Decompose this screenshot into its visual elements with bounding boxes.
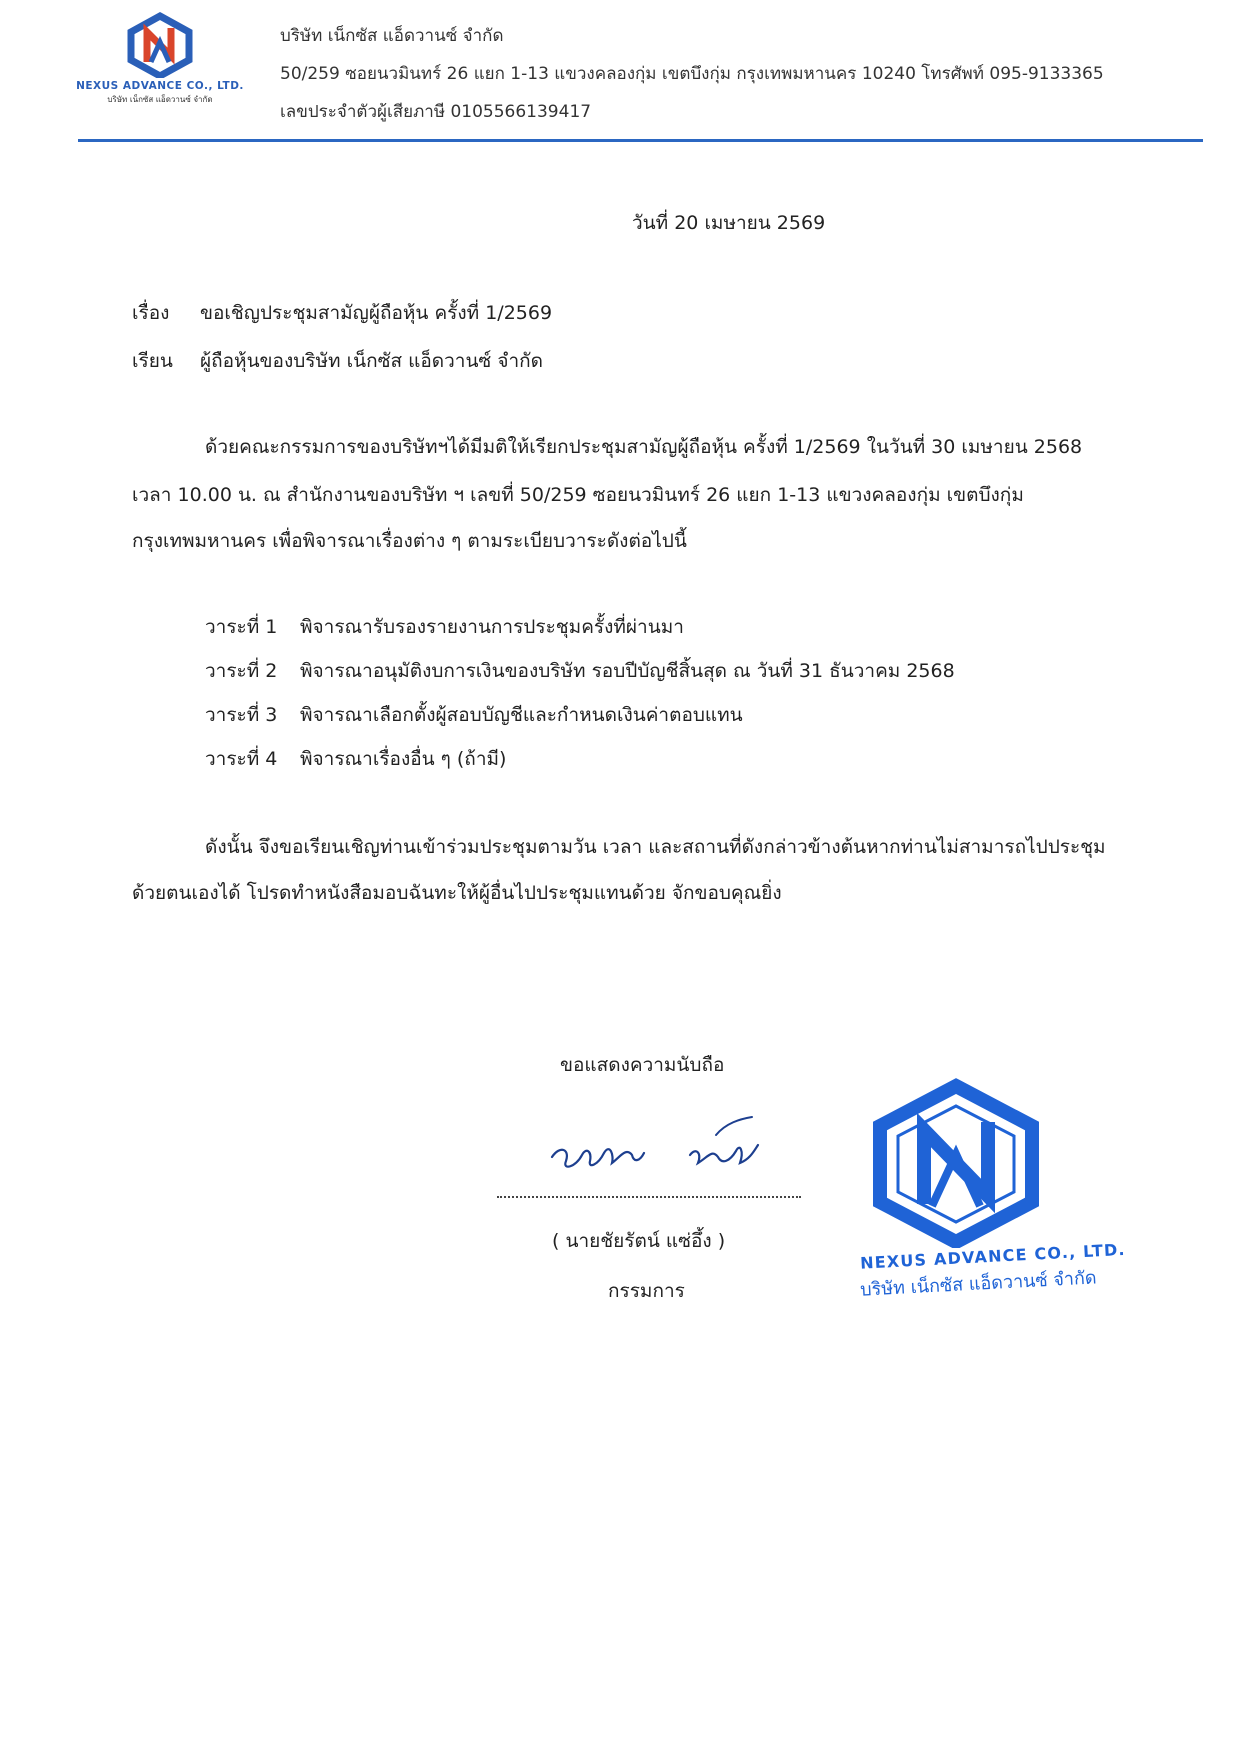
logo-hexagon-icon <box>125 12 195 78</box>
agenda-label: วาระที่ 2 <box>205 660 278 682</box>
stamp-text-en: NEXUS ADVANCE CO., LTD. <box>859 1239 1127 1273</box>
company-logo <box>70 12 250 112</box>
agenda-text: พิจารณาเลือกตั้งผู้สอบบัญชีและกำหนดเงินค่าตอบแทน <box>300 704 743 726</box>
subject-label: เรื่อง <box>132 302 170 324</box>
recipient-text: ผู้ถือหุ้นของบริษัท เน็กซัส แอ็ดวานซ์ จำกัด <box>200 350 544 372</box>
company-tax-id: เลขประจำตัวผู้เสียภาษี 0105566139417 <box>280 102 592 122</box>
signature <box>540 1105 780 1185</box>
agenda-label: วาระที่ 3 <box>205 704 278 726</box>
logo-text-en: NEXUS ADVANCE CO., LTD. <box>76 80 244 92</box>
recipient-label: เรียน <box>132 350 173 372</box>
closing-line-2: ด้วยตนเองได้ โปรดทำหนังสือมอบฉันทะให้ผู้อื่นไปประชุมแทนด้วย จักขอบคุณยิ่ง <box>132 882 782 904</box>
signer-name: ( นายชัยรัตน์ แซ่อึ้ง ) <box>552 1230 726 1252</box>
letter-date: วันที่ 20 เมษายน 2569 <box>632 212 826 234</box>
body-line-1: ด้วยคณะกรรมการของบริษัทฯได้มีมติให้เรียกประชุมสามัญผู้ถือหุ้น ครั้งที่ 1/2569 ในวันที่ 30 เมษายน 2568 <box>205 436 1083 458</box>
logo-text-th: บริษัท เน็กซัส แอ็ดวานซ์ จำกัด <box>107 95 213 104</box>
agenda-text: พิจารณาอนุมัติงบการเงินของบริษัท รอบปีบัญชีสิ้นสุด ณ วันที่ 31 ธันวาคม 2568 <box>300 660 955 682</box>
subject-text: ขอเชิญประชุมสามัญผู้ถือหุ้น ครั้งที่ 1/2569 <box>200 302 553 324</box>
company-name: บริษัท เน็กซัส แอ็ดวานซ์ จำกัด <box>280 26 504 46</box>
signer-title: กรรมการ <box>608 1280 685 1302</box>
body-line-2: เวลา 10.00 น. ณ สำนักงานของบริษัท ฯ เลขที่ 50/259 ซอยนวมินทร์ 26 แยก 1-13 แขวงคลองกุ่ม เขตบึงกุ่ม <box>132 484 1024 506</box>
header-divider <box>78 139 1203 142</box>
agenda-text: พิจารณารับรองรายงานการประชุมครั้งที่ผ่านมา <box>300 616 684 638</box>
body-line-3: กรุงเทพมหานคร เพื่อพิจารณาเรื่องต่าง ๆ ตามระเบียบวาระดังต่อไปนี้ <box>132 530 687 552</box>
company-stamp <box>859 1078 1127 1301</box>
closing-line-1: ดังนั้น จึงขอเรียนเชิญท่านเข้าร่วมประชุมตามวัน เวลา และสถานที่ดังกล่าวข้างต้นหากท่านไม่สามารถไปประชุม <box>205 836 1106 858</box>
regards-text: ขอแสดงความนับถือ <box>560 1054 725 1076</box>
agenda-label: วาระที่ 4 <box>205 748 278 770</box>
agenda-text: พิจารณาเรื่องอื่น ๆ (ถ้ามี) <box>300 748 507 770</box>
agenda-label: วาระที่ 1 <box>205 616 278 638</box>
stamp-hexagon-icon <box>866 1078 1046 1248</box>
stamp-text-th: บริษัท เน็กซัส แอ็ดวานซ์ จำกัด <box>859 1267 1098 1301</box>
signature-line <box>497 1196 801 1198</box>
company-address: 50/259 ซอยนวมินทร์ 26 แยก 1-13 แขวงคลองกุ่ม เขตบึงกุ่ม กรุงเทพมหานคร 10240 โทรศัพท์ 095-9133365 <box>280 64 1104 84</box>
